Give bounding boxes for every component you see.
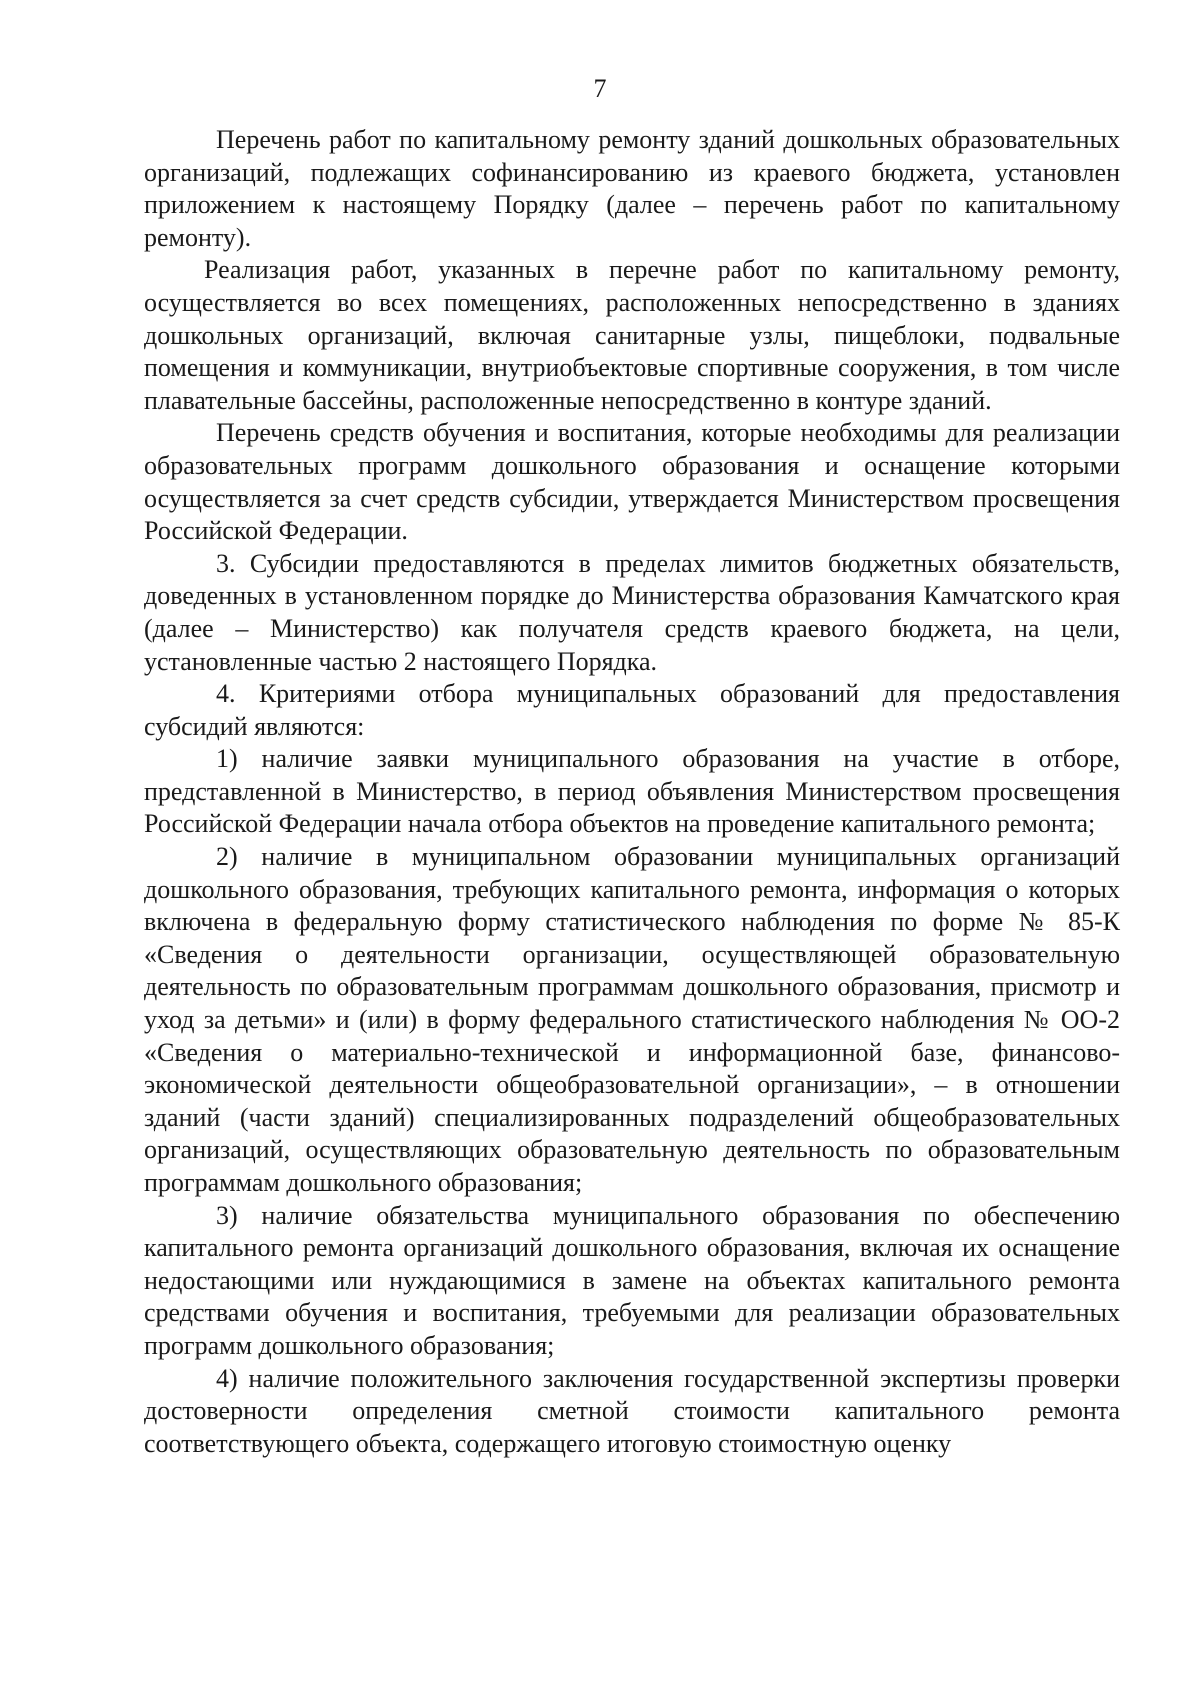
document-body — [144, 124, 1120, 1460]
paragraph-education-means: Перечень средств обучения и воспитания, которые необходимы для реализации образовательных программ дошкольного образования и оснащение которыми осуществляется за счет средств субсидии, утверждается Министерством просвещения Российской Федерации. — [144, 418, 1120, 546]
paragraph-criterion-4: 4) наличие положительного заключения государственной экспертизы проверки достоверности определения сметной стоимости капитального ремонта соответствующего объекта, содержащего итоговую стоимостную оценку — [144, 1363, 1120, 1458]
paragraph-works-list: Перечень работ по капитальному ремонту зданий дошкольных образовательных организаций, подлежащих софинансированию из краевого бюджета, установлен приложением к настоящему Порядку (далее – перечень работ по капитальному ремонту). — [144, 125, 1120, 252]
paragraph-criterion-2: 2) наличие в муниципальном образовании муниципальных организаций дошкольного образования, требующих капитального ремонта, информация о которых включена в федеральную форму статистического наблюдения по форме № 85-К «Сведения о деятельности организации, осуществляющей образовательную деятельность по образовательным программам дошкольного образования, присмотр и уход за детьми» и (или) в форму федерального статистического наблюдения № ОО-2 «Сведения о материально-технической и информационной базе, финансово-экономической деятельности общеобразовательной организации», – в отношении зданий (части зданий) специализированных подразделений общеобразовательных организаций, осуществляющих образовательную деятельность по образовательным программам дошкольного образования; — [144, 842, 1120, 1197]
page-number: 7 — [593, 74, 607, 103]
paragraph-item-4: 4. Критериями отбора муниципальных образований для предоставления субсидий являются: — [144, 679, 1120, 741]
paragraph-works-implementation: Реализация работ, указанных в перечне работ по капитальному ремонту, осуществляется во всех помещениях, расположенных непосредственно в зданиях дошкольных организаций, включая санитарные узлы, пищеблоки, подвальные помещения и коммуникации, внутриобъектовые спортивные сооружения, в том числе плавательные бассейны, расположенные непосредственно в контуре зданий. — [144, 255, 1120, 415]
paragraph-criterion-3: 3) наличие обязательства муниципального образования по обеспечению капитального ремонта организаций дошкольного образования, включая их оснащение недостающими или нуждающимися в замене на объектах капитального ремонта средствами обучения и воспитания, требуемыми для реализации образовательных программ дошкольного образования; — [144, 1200, 1120, 1360]
paragraph-criterion-1: 1) наличие заявки муниципального образования на участие в отборе, представленной в Министерство, в период объявления Министерством просвещения Российской Федерации начала отбора объектов на проведение капитального ремонта; — [144, 744, 1120, 839]
paragraph-item-3: 3. Субсидии предоставляются в пределах лимитов бюджетных обязательств, доведенных в установленном порядке до Министерства образования Камчатского края (далее – Министерство) как получателя средств краевого бюджета, на цели, установленные частью 2 настоящего Порядка. — [144, 548, 1120, 676]
